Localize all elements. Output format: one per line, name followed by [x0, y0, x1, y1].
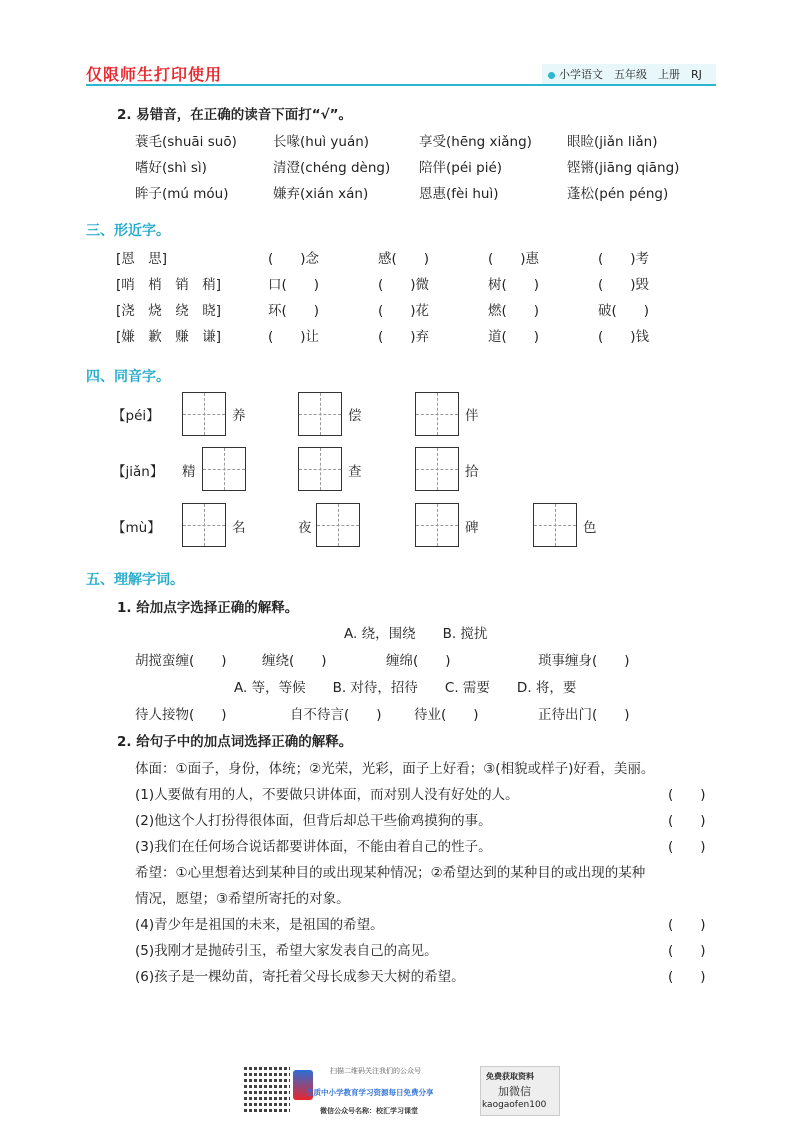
char-label: 偿 [348, 408, 362, 424]
sec3-item: 树( ) [488, 277, 540, 293]
sec5-item: 正待出门( ) [538, 707, 630, 723]
q2-title: 2. 易错音，在正确的读音下面打“√”。 [117, 107, 352, 123]
sec3-item: ( )钱 [598, 329, 650, 345]
definition-timian: 体面：①面子，身份，体统；②光荣，光彩，面子上好看；③(相貌或样子)好看，美丽。 [135, 761, 655, 777]
q2-item: 享受(hēng xiǎng) [419, 134, 532, 150]
q2-item: 陪伴(péi pié) [419, 160, 503, 176]
q2-item: 眸子(mú móu) [135, 186, 229, 202]
dot-icon [548, 72, 555, 79]
sec3-item: ( )毁 [598, 277, 650, 293]
char-label: 碑 [465, 520, 479, 536]
definition-xiwang-cont: 情况，愿望；③希望所寄托的对象。 [135, 891, 350, 907]
sec5-item: 胡搅蛮缠( ) [135, 653, 227, 669]
sec3-item: ( )考 [598, 251, 650, 267]
header-title: 仅限师生打印使用 [86, 65, 223, 84]
sec3-item: 燃( ) [488, 303, 540, 319]
sentence: (4)青少年是祖国的未来，是祖国的希望。 [135, 917, 384, 933]
pinyin-label-pei: 【péi】 [112, 408, 160, 424]
char-label: 精 [182, 464, 196, 480]
answer-paren[interactable]: ( ) [668, 839, 706, 855]
definition-xiwang: 希望：①心里想着达到某种目的或出现某种情况；②希望达到的某种目的或出现的某种 [135, 865, 646, 881]
writing-box[interactable] [415, 503, 459, 547]
q2-item: 清澄(chéng dèng) [273, 160, 391, 176]
header-info [548, 66, 702, 82]
sec5-item: 待人接物( ) [135, 707, 227, 723]
char-label: 拾 [465, 464, 479, 480]
sec3-item: 道( ) [488, 329, 540, 345]
sec5-options1: A. 绕，围绕 B. 搅扰 [344, 626, 488, 642]
writing-box[interactable] [415, 447, 459, 491]
sec3-group: [哨 梢 销 稍] [116, 277, 222, 293]
sec3-item: 环( ) [268, 303, 320, 319]
answer-paren[interactable]: ( ) [668, 813, 706, 829]
q2-item: 嫌弃(xián xán) [273, 186, 369, 202]
q2-item: 铿锵(jiāng qiāng) [567, 160, 680, 176]
sec3-item: ( )花 [378, 303, 430, 319]
writing-box[interactable] [415, 392, 459, 436]
char-label: 伴 [465, 408, 479, 424]
writing-box[interactable] [298, 392, 342, 436]
footer-line2: 优质中小学教育学习资源每日免费分享 [306, 1088, 434, 1097]
section4-title: 四、同音字。 [86, 369, 170, 385]
pinyin-label-jian: 【jiǎn】 [112, 464, 164, 480]
sec5-q1-title: 1. 给加点字选择正确的解释。 [117, 600, 299, 616]
footer-line3: 微信公众号名称：校汇学习课堂 [320, 1107, 418, 1115]
answer-paren[interactable]: ( ) [668, 969, 706, 985]
section3-title: 三、形近字。 [86, 223, 170, 239]
sec3-item: ( )让 [268, 329, 320, 345]
sec5-item: 自不待言( ) [290, 707, 382, 723]
q2-item: 蓑毛(shuāi suō) [135, 134, 237, 150]
qr-code-icon [242, 1064, 290, 1112]
sec3-item: 口( ) [268, 277, 320, 293]
sentence: (1)人要做有用的人，不要做只讲体面，而对别人没有好处的人。 [135, 787, 519, 803]
sec3-group: [嫌 歉 赚 谦] [116, 329, 222, 345]
sec5-options2: A. 等，等候 B. 对待，招待 C. 需要 D. 将，要 [234, 680, 577, 696]
answer-paren[interactable]: ( ) [668, 943, 706, 959]
char-label: 查 [348, 464, 362, 480]
char-label: 养 [232, 408, 246, 424]
wechat-box-add: 加微信 [498, 1085, 531, 1098]
pinyin-label-mu: 【mù】 [112, 520, 161, 536]
q2-item: 恩惠(fèi huì) [419, 186, 499, 202]
sec3-item: ( )微 [378, 277, 430, 293]
char-label: 夜 [298, 520, 312, 536]
writing-box[interactable] [182, 392, 226, 436]
writing-box[interactable] [298, 447, 342, 491]
q2-item: 嗜好(shì sì) [135, 160, 207, 176]
q2-item: 长喙(huì yuán) [273, 134, 370, 150]
writing-box[interactable] [316, 503, 360, 547]
sec3-group: [浇 烧 绕 晓] [116, 303, 222, 319]
q2-item: 眼睑(jiǎn liǎn) [567, 134, 658, 150]
char-label: 色 [583, 520, 597, 536]
answer-paren[interactable]: ( ) [668, 787, 706, 803]
sec3-item: ( )念 [268, 251, 320, 267]
header-info-text: 小学语文 五年级 上册 RJ [559, 68, 702, 81]
sec5-item: 缠绵( ) [386, 653, 451, 669]
sentence: (5)我刚才是抛砖引玉，希望大家发表自己的高见。 [135, 943, 438, 959]
wechat-box-id: kaogaofen100 [482, 1100, 547, 1110]
char-label: 名 [232, 520, 246, 536]
writing-box[interactable] [182, 503, 226, 547]
answer-paren[interactable]: ( ) [668, 917, 706, 933]
sec3-item: 破( ) [598, 303, 650, 319]
sec5-item: 待业( ) [414, 707, 479, 723]
sec3-item: 感( ) [378, 251, 430, 267]
sec3-item: ( )弃 [378, 329, 430, 345]
footer-line1: 扫描二维码关注我们的公众号 [330, 1067, 421, 1075]
sec5-q2-title: 2. 给句子中的加点词选择正确的解释。 [117, 734, 353, 750]
sentence: (6)孩子是一棵幼苗，寄托着父母长成参天大树的希望。 [135, 969, 465, 985]
sec3-group: [恩 思] [116, 251, 168, 267]
writing-box[interactable] [202, 447, 246, 491]
sentence: (2)他这个人打扮得很体面，但背后却总干些偷鸡摸狗的事。 [135, 813, 492, 829]
writing-box[interactable] [533, 503, 577, 547]
header-divider [86, 84, 716, 86]
wechat-box-title: 免费获取资料 [486, 1072, 534, 1081]
section5-title: 五、理解字词。 [86, 572, 184, 588]
sec5-item: 缠绕( ) [262, 653, 327, 669]
sentence: (3)我们在任何场合说话都要讲体面，不能由着自己的性子。 [135, 839, 492, 855]
q2-item: 蓬松(pén péng) [567, 186, 669, 202]
sec5-item: 琐事缠身( ) [538, 653, 630, 669]
sec3-item: ( )惠 [488, 251, 540, 267]
